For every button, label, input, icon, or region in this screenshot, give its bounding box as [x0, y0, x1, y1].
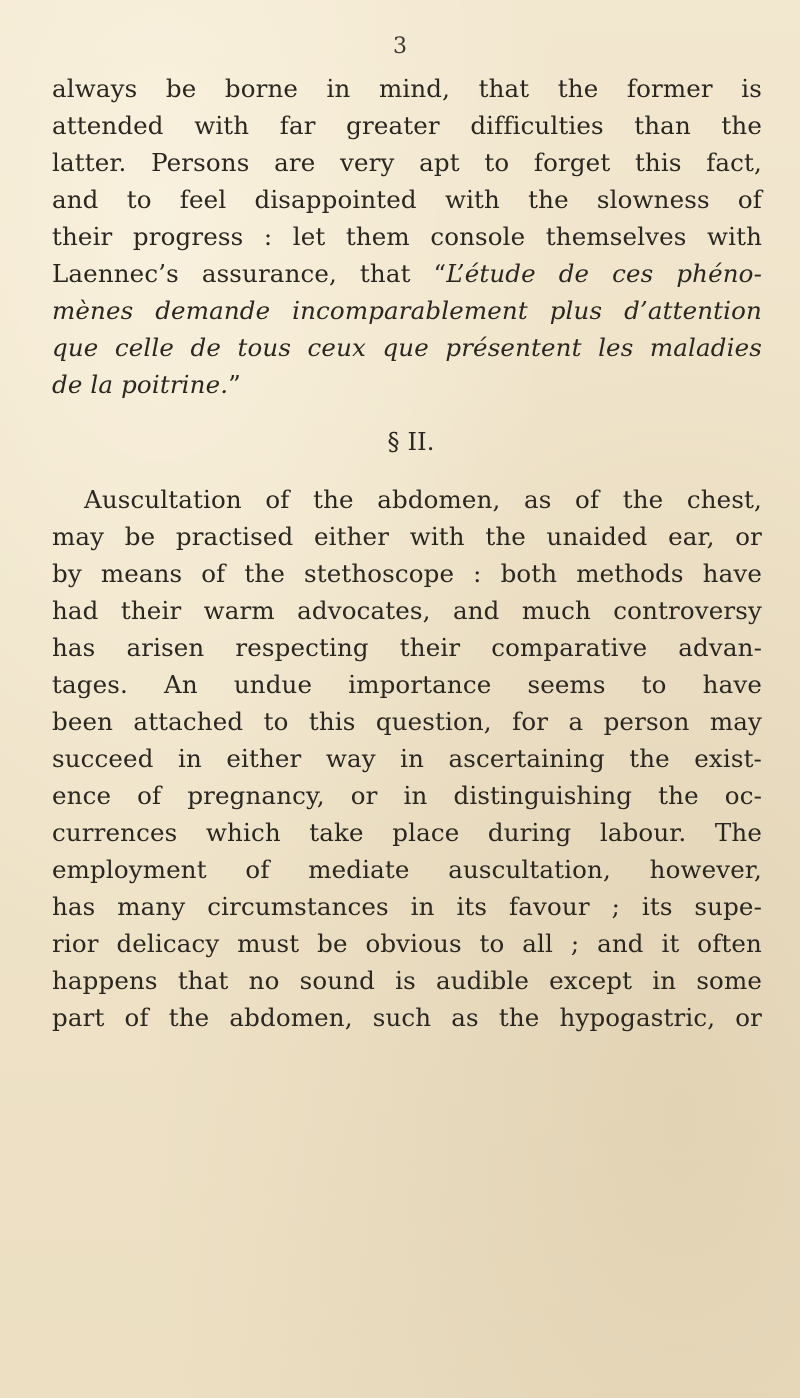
text-line: ence of pregnancy, or in distinguishing the oc-	[52, 781, 762, 810]
text-line: had their warm advocates, and much controversy	[52, 596, 762, 625]
closing-quote-mark: ”	[228, 370, 241, 399]
text-line: Auscultation of the abdomen, as of the chest,	[84, 485, 762, 514]
text-line: attended with far greater difficulties than the	[52, 111, 762, 140]
text-line: may be practised either with the unaided ear, or	[52, 522, 762, 551]
text-line-roman: Laennec’s assurance, that “	[52, 259, 447, 288]
text-line: latter. Persons are very apt to forget this fact,	[52, 148, 762, 177]
page-body	[52, 70, 762, 1036]
french-quote-start: L’étude de ces phéno-	[446, 259, 763, 288]
text-line: by means of the stethoscope : both methods have	[52, 559, 762, 588]
text-line: part of the abdomen, such as the hypogastric, or	[52, 1003, 762, 1032]
section-heading: § II.	[387, 428, 435, 456]
french-quote-line: mènes demande incomparablement plus d’attention	[52, 296, 762, 325]
french-quote-end: de la poitrine.	[52, 370, 229, 399]
text-line: has many circumstances in its favour ; its supe-	[52, 892, 762, 921]
text-line: their progress : let them console themselves with	[52, 222, 762, 251]
paragraph-2	[52, 481, 762, 1036]
text-line: succeed in either way in ascertaining the exist-	[52, 744, 762, 773]
page-number: 3	[393, 34, 407, 59]
text-line: and to feel disappointed with the slowness of	[52, 185, 762, 214]
text-line: been attached to this question, for a person may	[52, 707, 762, 736]
text-line: tages. An undue importance seems to have	[52, 670, 762, 699]
text-line: currences which take place during labour. The	[52, 818, 762, 847]
text-line: happens that no sound is audible except in some	[52, 966, 762, 995]
text-line	[52, 366, 762, 403]
text-line: employment of mediate auscultation, however,	[52, 855, 762, 884]
text-line: always be borne in mind, that the former is	[52, 74, 762, 103]
text-line: rior delicacy must be obvious to all ; and it often	[52, 929, 762, 958]
french-quote-line: que celle de tous ceux que présentent les maladies	[52, 333, 762, 362]
text-line	[52, 255, 762, 292]
paragraph-1	[52, 70, 762, 403]
text-line: has arisen respecting their comparative advan-	[52, 633, 762, 662]
